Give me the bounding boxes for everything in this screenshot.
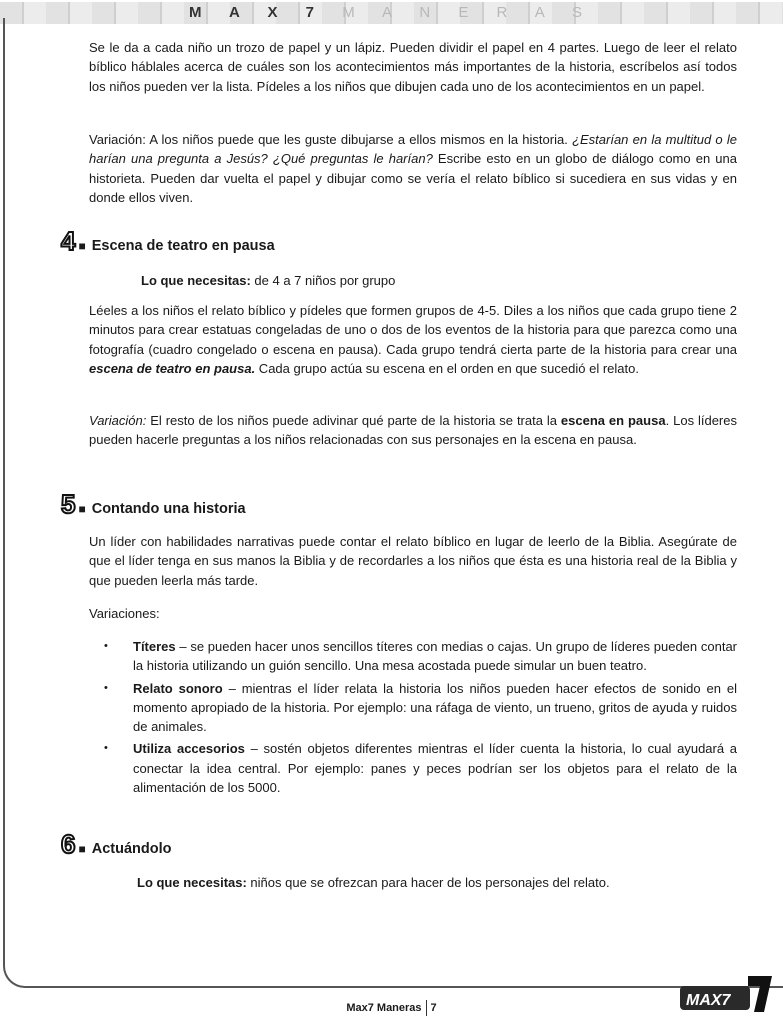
page-footer	[0, 1000, 783, 1016]
item-term: Títeres	[133, 639, 176, 654]
header-title-bold: M A X 7	[188, 4, 327, 21]
item-text: – sostén objetos diferentes mientras el líder cuenta la historia, lo cual ayudará a conectar la idea central. Por ejemplo: panes y peces podrían ser los objetos para el relato de la alimentación de los 5000.	[133, 741, 738, 796]
text-run: Léeles a los niños el relato bíblico y pídeles que formen grupos de 4-5. Diles a los niños que cada grupo tiene 2 minutos para crear estatuas congeladas de uno o dos de los eventos de la historia para que parezca como una fotografía (cuadro congelado o escena en pausa). Cada grupo tendrá cierta parte de la historia para crear una	[89, 303, 737, 357]
header-title-light: M A N E R A S	[342, 4, 595, 21]
section-4-variation	[89, 411, 737, 450]
section-title: Contando una historia	[91, 501, 246, 517]
variations-label: Variaciones:	[89, 606, 160, 621]
section-6-heading	[61, 831, 171, 857]
emphasis: escena en pausa	[560, 413, 666, 428]
intro-paragraph: Se le da a cada niño un trozo de papel y un lápiz. Pueden dividir el papel en 4 partes. Luego de leer el relato bíblico háblales acerca de cuáles son los acontecimientos más importantes de la historia, escríbelos así todos los niños pueden ver la lista. Pídeles a los niños que dibujen cada uno de los acontecimientos en un papel.	[89, 40, 737, 94]
needs-value: niños que se ofrezcan para hacer de los personajes del relato.	[246, 875, 610, 890]
needs-label: Lo que necesitas:	[137, 875, 247, 890]
variation-text-end: Escribe esto en un globo de diálogo como en una historieta. Pueden dar vuelta el papel y dibujar como se vería el relato bíblico si sucediera en sus vidas y en donde ellos viven.	[89, 151, 737, 205]
footer-divider	[426, 1000, 427, 1016]
item-term: Utiliza accesorios	[133, 741, 245, 757]
text-run: El resto de los niños puede adivinar qué parte de la historia se trata la	[146, 413, 561, 428]
section-number: 5	[61, 489, 76, 519]
logo-text: MAX7	[686, 992, 731, 1009]
item-text: – mientras el líder relata la historia los niños pueden hacer efectos de sonido en el momento apropiado de la historia. Por ejemplo: una ráfaga de viento, un trueno, gritos de ayuda y ruidos de animales.	[133, 680, 737, 735]
text-run: Cada grupo actúa su escena en el orden en que sucedió el relato.	[255, 360, 639, 376]
bullet-square: ■	[78, 842, 86, 856]
section-title: Escena de teatro en pausa	[91, 238, 275, 254]
section-4-needs	[141, 271, 395, 290]
emphasis: escena de teatro en pausa.	[89, 360, 256, 376]
section-4-heading	[61, 228, 275, 254]
list-item	[104, 679, 737, 737]
bullet-square: ■	[78, 502, 86, 516]
variation-text: Variación: A los niños puede que les guste dibujarse a ellos mismos en la historia.	[89, 132, 573, 147]
section-6-needs	[137, 873, 610, 892]
page-number: 7	[430, 1001, 437, 1014]
section-number: 4	[61, 226, 76, 256]
max7-logo	[678, 972, 774, 1014]
needs-label: Lo que necesitas:	[141, 273, 251, 288]
bullet-square: ■	[78, 239, 86, 253]
list-item	[104, 739, 737, 797]
variations-list	[104, 637, 737, 800]
variation-question: ¿Estarían en la multitud o le harían una pregunta a Jesús? ¿Qué preguntas le harían?	[89, 132, 738, 167]
text-run: . Los líderes pueden hacerle preguntas a los niños relacionadas con sus personajes en la escena en pausa.	[89, 413, 737, 448]
variation-label: Variación:	[89, 413, 147, 428]
item-term: Relato sonoro	[133, 680, 223, 696]
section-4-paragraph	[89, 301, 737, 378]
footer-book-title: Max7 Maneras	[346, 1001, 422, 1014]
section-title: Actuándolo	[91, 841, 172, 857]
list-item	[104, 637, 737, 676]
item-text: – se pueden hacer unos sencillos títeres con medias o cajas. Un grupo de líderes pueden contar la historia utilizando un guión sencillo. Una mesa acostada puede simular un buen teatro.	[133, 639, 737, 674]
needs-value: de 4 a 7 niños por grupo	[250, 273, 396, 288]
section-5-heading	[61, 491, 246, 517]
section-number: 6	[61, 829, 76, 859]
intro-variation	[89, 130, 737, 207]
section-5-paragraph: Un líder con habilidades narrativas puede contar el relato bíblico en lugar de leerlo de la Biblia. Asegúrate de que el líder tenga en sus manos la Biblia y de recordarles a los niños que ésta es una historia real de la Biblia y que pueden leerla más tarde.	[89, 534, 737, 588]
